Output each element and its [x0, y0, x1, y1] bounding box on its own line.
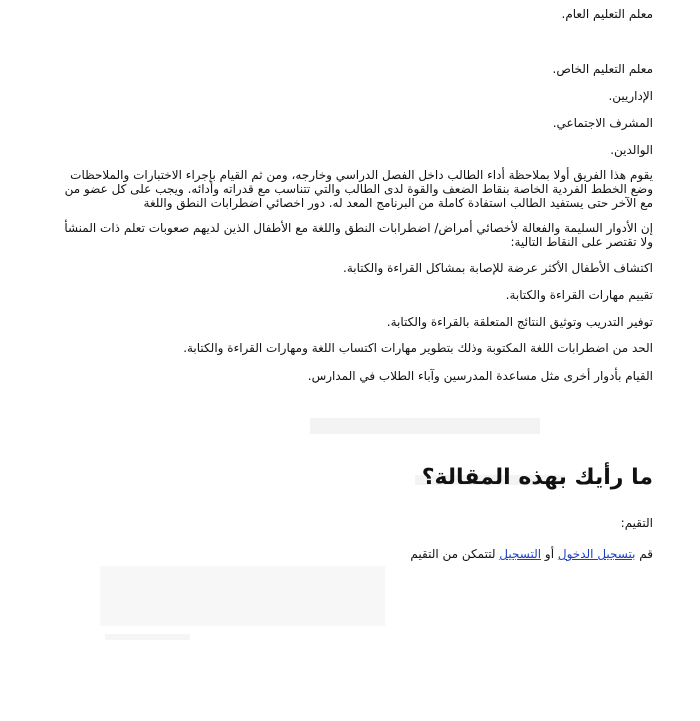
paragraph-roles-line-2: ولا تقتصر على النقاط التالية:: [510, 235, 653, 249]
rating-label: التقيم:: [620, 516, 653, 530]
paragraph-team-line-2: وضع الخطط الفردية الخاصة بنقاط الضعف والقوة لدى الطالب والتي تتناسب مع قدراته وأدائه. ويجب على كل عضو من: [64, 182, 653, 196]
login-prompt-prefix: قم: [639, 547, 653, 561]
faded-banner-strip: [310, 418, 540, 434]
rating-heading: ما رأيك بهذه المقالة؟: [421, 465, 653, 490]
team-member-general-teacher: معلم التعليم العام.: [561, 7, 653, 21]
faded-image-area: [105, 634, 190, 640]
role-item-1: اكتشاف الأطفال الأكثر عرضة للإصابة بمشاكل القراءة والكتابة.: [343, 261, 653, 275]
login-prompt-suffix: لتتمكن من التقيم: [410, 547, 496, 561]
team-member-parents: الوالدين.: [610, 143, 653, 157]
team-member-special-teacher: معلم التعليم الخاص.: [552, 62, 653, 76]
paragraph-roles-line-1: إن الأدوار السليمة والفعالة لأخصائي أمراض/ اضطرابات النطق واللغة مع الأطفال الذين لديهم صعوبات تعلم ذات المنشأ: [64, 221, 653, 235]
team-member-social-supervisor: المشرف الاجتماعي.: [552, 116, 653, 130]
login-prompt-or: أو: [544, 547, 555, 561]
role-item-3: توفير التدريب وتوثيق النتائج المتعلقة بالقراءة والكتابة.: [386, 315, 653, 329]
paragraph-team-line-3: مع الآخر حتى يستفيد الطالب استفادة كاملة من البرنامج المعد له. دور اخصائي اضطرابات النطق واللغة: [143, 196, 653, 210]
role-item-5: القيام بأدوار أخرى مثل مساعدة المدرسين وآباء الطلاب في المدارس.: [307, 369, 653, 383]
role-item-2: تقييم مهارات القراءة والكتابة.: [505, 288, 653, 302]
login-prompt: [410, 546, 653, 562]
login-link[interactable]: بتسجيل الدخول: [557, 547, 636, 561]
team-member-administrators: الإداريين.: [608, 89, 653, 103]
faded-image-area: [100, 566, 385, 626]
register-link[interactable]: التسجيل: [499, 547, 542, 561]
paragraph-team-line-1: يقوم هذا الفريق أولا بملاحظة أداء الطالب داخل الفصل الدراسي وخارجه، ومن ثم القيام بإجراء الاختبارات والملاحظات: [70, 168, 653, 182]
role-item-4: الحد من اضطرابات اللغة المكتوبة وذلك بتطوير مهارات اكتساب اللغة ومهارات القراءة والكتابة.: [183, 341, 653, 355]
